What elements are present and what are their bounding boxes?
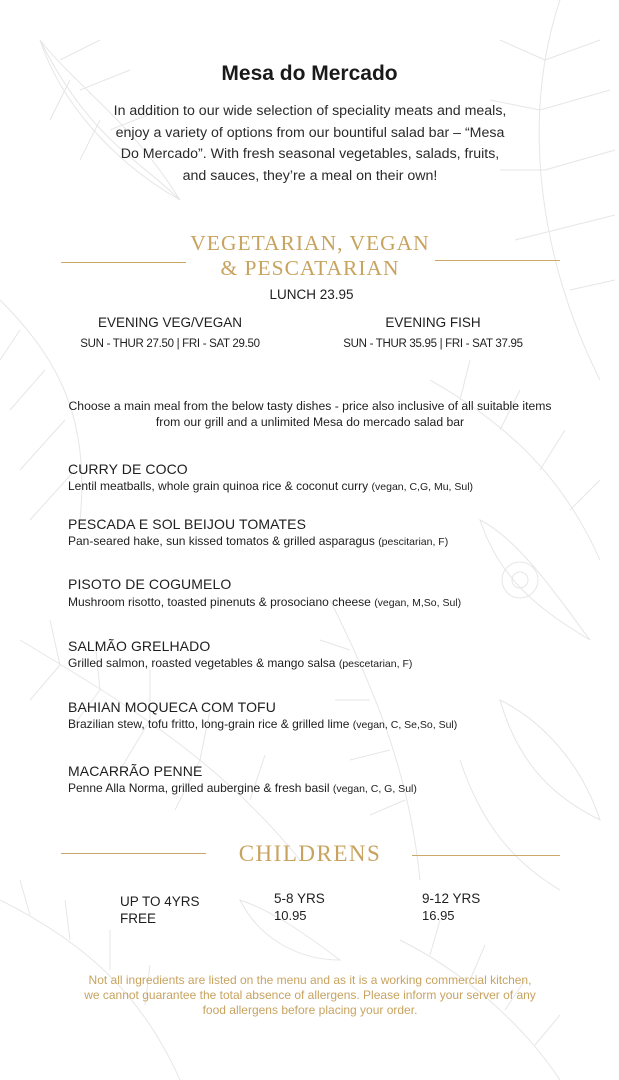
evening-veg-prices: SUN - THUR 27.50 | FRI - SAT 29.50 <box>80 338 260 350</box>
dish-name: MACARRÃO PENNE <box>68 763 203 779</box>
dish-description <box>68 717 457 731</box>
dish-description <box>68 595 461 609</box>
dish-description <box>68 781 417 795</box>
dish-tags: (vegan, C,G, Mu, Sul) <box>371 481 474 493</box>
childrens-heading: CHILDRENS <box>238 841 382 866</box>
child-tier-age: 9-12 YRS <box>422 891 481 906</box>
allergen-disclaimer: Not all ingredients are listed on the menu and as it is a working commercial kitchen, we cannot guarantee the total absence of allergens. Please inform your server of any food allergens before placing your order. <box>84 973 536 1017</box>
dish-description-text: Pan-seared hake, sun kissed tomatos & grilled asparagus <box>68 534 375 548</box>
evening-fish-prices: SUN - THUR 35.95 | FRI - SAT 37.95 <box>343 338 523 350</box>
dish-description-text: Mushroom risotto, toasted pinenuts & prosociano cheese <box>68 595 371 609</box>
child-tier-price: 16.95 <box>422 908 455 923</box>
dish-name: BAHIAN MOQUECA COM TOFU <box>68 699 276 715</box>
veg-heading-rule-left <box>61 262 186 263</box>
dish-tags: (pescitarian, F) <box>378 536 449 548</box>
child-tier <box>422 890 480 924</box>
dish-description-text: Lentil meatballs, whole grain quinoa rice & coconut curry <box>68 479 369 493</box>
dish-tags: (vegan, C, G, Sul) <box>332 783 417 795</box>
child-tier-age: UP TO 4YRS <box>120 894 200 909</box>
child-tier <box>274 890 325 924</box>
intro-paragraph: In addition to our wide selection of speciality meats and meals, enjoy a variety of options from our bountiful salad bar – “Mesa Do Mercado”. With fresh seasonal vegetables, salads, fruits, and sauces, they’re a meal on their own! <box>113 103 507 184</box>
veg-heading-line-2: & PESCATARIAN <box>220 256 400 280</box>
child-tier-price: 10.95 <box>274 908 307 923</box>
dish-name: PESCADA E SOL BEIJOU TOMATES <box>68 516 307 532</box>
child-heading-rule-left <box>61 853 206 854</box>
veg-heading-rule-right <box>435 260 560 261</box>
dish-description-text: Grilled salmon, roasted vegetables & mango salsa <box>68 656 336 670</box>
dish-name: SALMÃO GRELHADO <box>68 638 211 654</box>
dish-tags: (vegan, C, Se,So, Sul) <box>352 719 458 731</box>
dish-description <box>68 534 448 548</box>
dish-description <box>68 479 473 493</box>
dish-tags: (pescetarian, F) <box>338 658 413 670</box>
evening-veg-label: EVENING VEG/VEGAN <box>97 315 243 330</box>
dish-description <box>68 656 412 670</box>
child-tier-price: FREE <box>120 911 157 926</box>
dish-tags: (vegan, M,So, Sul) <box>374 597 462 609</box>
lunch-price: LUNCH 23.95 <box>269 287 354 302</box>
dish-description-text: Penne Alla Norma, grilled aubergine & fresh basil <box>68 781 330 795</box>
child-tier-age: 5-8 YRS <box>274 891 325 906</box>
dish-name: PISOTO DE COGUMELO <box>68 576 232 592</box>
child-tier <box>120 893 200 927</box>
page-title: Mesa do Mercado <box>221 62 398 85</box>
child-heading-rule-right <box>412 855 560 856</box>
veg-section-heading <box>170 231 450 281</box>
evening-fish-label: EVENING FISH <box>385 315 481 330</box>
choose-instructions: Choose a main meal from the below tasty dishes - price also inclusive of all suitable items from our grill and a unlimited Mesa do mercado salad bar <box>68 399 552 429</box>
dish-description-text: Brazilian stew, tofu fritto, long-grain rice & grilled lime <box>68 717 350 731</box>
veg-heading-line-1: VEGETARIAN, VEGAN <box>190 231 430 255</box>
dish-name: CURRY DE COCO <box>68 461 188 477</box>
